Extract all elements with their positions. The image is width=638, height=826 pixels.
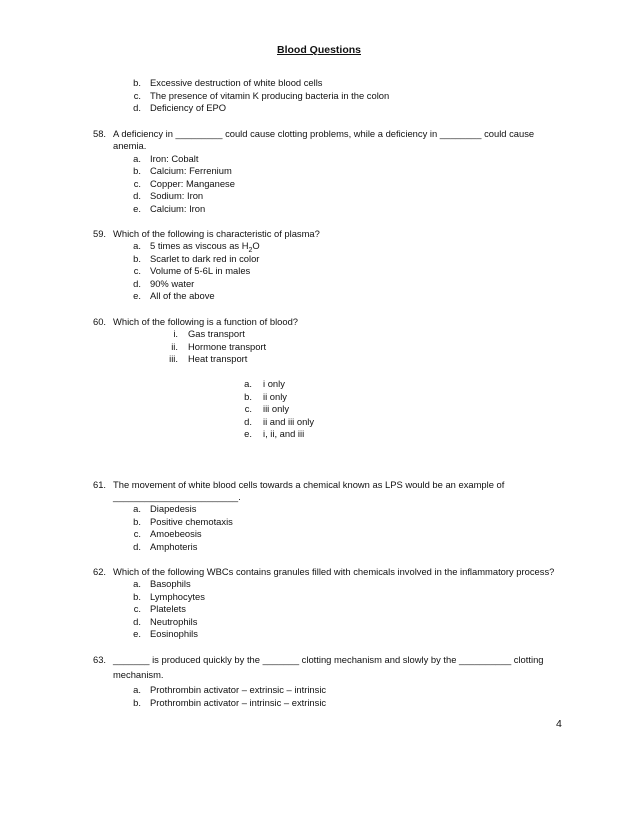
- page-number: 4: [556, 718, 562, 730]
- option-text: Prothrombin activator – extrinsic – intrinsic: [150, 684, 327, 695]
- option-text: Deficiency of EPO: [150, 102, 227, 113]
- option-text: Prothrombin activator – intrinsic – extrinsic: [150, 697, 327, 708]
- option-text: ii only: [263, 391, 287, 402]
- option-marker: a.: [133, 240, 141, 251]
- option-marker: c.: [133, 528, 141, 539]
- question-text-continued: anemia.: [113, 140, 147, 151]
- option-text: Amoebeosis: [150, 528, 202, 539]
- question-number: 58.: [93, 128, 107, 139]
- question-number: 62.: [93, 566, 107, 577]
- roman-text: Heat transport: [188, 353, 248, 364]
- option-marker: e.: [244, 428, 252, 439]
- option-text: 5 times as viscous as $H_2O$: [150, 240, 260, 254]
- option-marker: b.: [133, 697, 141, 708]
- question-text: _______ is produced quickly by the _______ clotting mechanism and slowly by the __________ clotting: [113, 654, 544, 665]
- option-text: Excessive destruction of white blood cells: [150, 77, 323, 88]
- option-marker: a.: [244, 378, 252, 389]
- option-marker: e.: [133, 203, 141, 214]
- option-marker: d.: [244, 416, 252, 427]
- option-text: Copper: Manganese: [150, 178, 235, 189]
- page-title: Blood Questions: [277, 44, 361, 56]
- roman-marker: i.: [173, 328, 178, 339]
- option-text: All of the above: [150, 290, 215, 301]
- option-marker: a.: [133, 503, 141, 514]
- option-marker: b.: [133, 253, 141, 264]
- question-text: The movement of white blood cells towards a chemical known as LPS would be an example of: [113, 479, 505, 490]
- option-text: Calcium: Ferrenium: [150, 165, 232, 176]
- question-text: Which of the following is a function of blood?: [113, 316, 299, 327]
- roman-marker: ii.: [171, 341, 178, 352]
- option-text: Amphoteris: [150, 541, 198, 552]
- option-text: Positive chemotaxis: [150, 516, 233, 527]
- option-marker: e.: [133, 290, 141, 301]
- option-marker: c.: [133, 90, 141, 101]
- option-marker: b.: [133, 516, 141, 527]
- option-marker: d.: [133, 541, 141, 552]
- option-text: Iron: Cobalt: [150, 153, 199, 164]
- option-marker: d.: [133, 190, 141, 201]
- option-marker: c.: [244, 403, 252, 414]
- option-marker: b.: [133, 165, 141, 176]
- question-number: 61.: [93, 479, 107, 490]
- option-marker: b.: [244, 391, 252, 402]
- option-text: i, ii, and iii: [263, 428, 305, 439]
- question-text: Which of the following WBCs contains granules filled with chemicals involved in the inflammatory process?: [113, 566, 555, 577]
- question-text: A deficiency in _________ could cause clotting problems, while a deficiency in ________ could cause: [113, 128, 535, 139]
- option-text: Sodium: Iron: [150, 190, 204, 201]
- option-marker: e.: [133, 628, 141, 639]
- option-text: iii only: [263, 403, 290, 414]
- question-number: 60.: [93, 316, 107, 327]
- option-marker: a.: [133, 684, 141, 695]
- option-text: 90% water: [150, 278, 195, 289]
- question-text: Which of the following is characteristic of plasma?: [113, 228, 320, 239]
- option-marker: c.: [133, 178, 141, 189]
- roman-text: Hormone transport: [188, 341, 267, 352]
- roman-text: Gas transport: [188, 328, 245, 339]
- question-text-continued: ________________________.: [113, 491, 241, 502]
- question-number: 59.: [93, 228, 107, 239]
- option-text: Neutrophils: [150, 616, 198, 627]
- option-marker: c.: [133, 603, 141, 614]
- question-text-continued: mechanism.: [113, 669, 164, 680]
- option-text: Calcium: Iron: [150, 203, 206, 214]
- option-text: Platelets: [150, 603, 186, 614]
- option-marker: d.: [133, 616, 141, 627]
- option-marker: d.: [133, 102, 141, 113]
- option-text: Lymphocytes: [150, 591, 205, 602]
- option-text: Diapedesis: [150, 503, 197, 514]
- option-text: The presence of vitamin K producing bacteria in the colon: [150, 90, 390, 101]
- option-marker: c.: [133, 265, 141, 276]
- roman-marker: iii.: [169, 353, 178, 364]
- option-text: Scarlet to dark red in color: [150, 253, 260, 264]
- option-text: i only: [263, 378, 285, 389]
- option-marker: a.: [133, 578, 141, 589]
- option-marker: d.: [133, 278, 141, 289]
- option-text: Eosinophils: [150, 628, 198, 639]
- option-marker: a.: [133, 153, 141, 164]
- option-marker: b.: [133, 591, 141, 602]
- option-marker: b.: [133, 77, 141, 88]
- option-text: Basophils: [150, 578, 191, 589]
- option-text: ii and iii only: [263, 416, 315, 427]
- question-number: 63.: [93, 654, 107, 665]
- option-text: Volume of 5-6L in males: [150, 265, 251, 276]
